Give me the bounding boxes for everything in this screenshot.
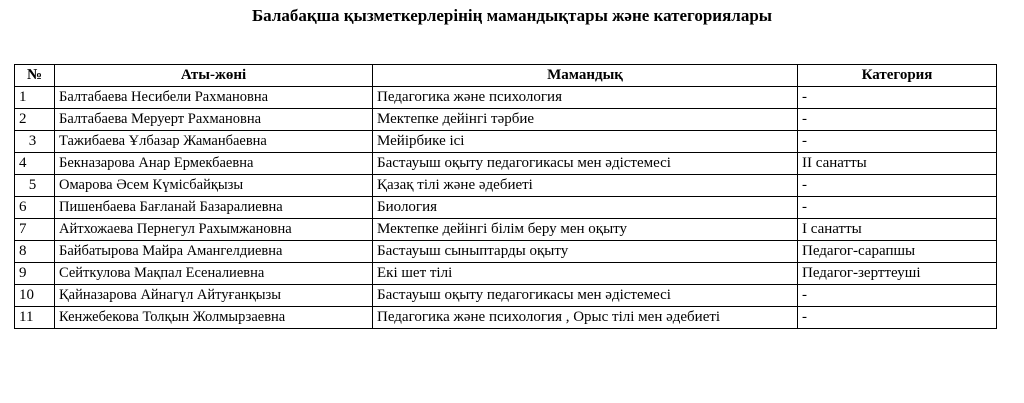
row-category: -	[798, 307, 997, 329]
row-category: -	[798, 197, 997, 219]
row-number: 2	[15, 109, 55, 131]
row-name: Тажибаева Ұлбазар Жаманбаевна	[55, 131, 373, 153]
row-name: Балтабаева Меруерт Рахмановна	[55, 109, 373, 131]
row-name: Пишенбаева Бағланай Базаралиевна	[55, 197, 373, 219]
row-number: 7	[15, 219, 55, 241]
row-specialty: Бастауыш оқыту педагогикасы мен әдістемесі	[373, 285, 798, 307]
row-number: 6	[15, 197, 55, 219]
row-category: Педагог-сарапшы	[798, 241, 997, 263]
row-number: 1	[15, 87, 55, 109]
row-name: Кенжебекова Толқын Жолмырзаевна	[55, 307, 373, 329]
table-row	[15, 87, 997, 109]
staff-table	[14, 64, 997, 329]
row-name: Сейткулова Мақпал Есеналиевна	[55, 263, 373, 285]
header-category: Категория	[798, 65, 997, 87]
table-row	[15, 197, 997, 219]
row-name: Омарова Әсем Күмісбайқызы	[55, 175, 373, 197]
table-row	[15, 131, 997, 153]
row-specialty: Мектепке дейінгі тәрбие	[373, 109, 798, 131]
header-name: Аты-жөні	[55, 65, 373, 87]
row-number: 10	[15, 285, 55, 307]
row-number: 8	[15, 241, 55, 263]
row-category: -	[798, 285, 997, 307]
row-category: II санатты	[798, 153, 997, 175]
row-name: Байбатырова Майра Амангелдиевна	[55, 241, 373, 263]
row-category: -	[798, 87, 997, 109]
row-specialty: Қазақ тілі және әдебиеті	[373, 175, 798, 197]
row-specialty: Педагогика және психология , Орыс тілі мен әдебиеті	[373, 307, 798, 329]
row-number: 5	[15, 175, 55, 197]
row-category: Педагог-зерттеуші	[798, 263, 997, 285]
table-row	[15, 153, 997, 175]
table-row	[15, 219, 997, 241]
row-number: 11	[15, 307, 55, 329]
row-name: Бекназарова Анар Ермекбаевна	[55, 153, 373, 175]
row-specialty: Биология	[373, 197, 798, 219]
document-title: Балабақша қызметкерлерінің мамандықтары және категориялары	[251, 6, 773, 25]
row-category: I санатты	[798, 219, 997, 241]
row-specialty: Бастауыш сыныптарды оқыту	[373, 241, 798, 263]
table-row	[15, 175, 997, 197]
table-row	[15, 263, 997, 285]
row-number: 3	[15, 131, 55, 153]
row-specialty: Мектепке дейінгі білім беру мен оқыту	[373, 219, 798, 241]
row-number: 4	[15, 153, 55, 175]
row-category: -	[798, 131, 997, 153]
header-number: №	[15, 65, 55, 87]
row-specialty: Мейірбике ісі	[373, 131, 798, 153]
table-header-row	[15, 65, 997, 87]
row-name: Айтхожаева Пернегул Рахымжановна	[55, 219, 373, 241]
table-row	[15, 241, 997, 263]
row-specialty: Бастауыш оқыту педагогикасы мен әдістемесі	[373, 153, 798, 175]
table-row	[15, 307, 997, 329]
row-specialty: Екі шет тілі	[373, 263, 798, 285]
header-specialty: Мамандық	[373, 65, 798, 87]
row-name: Балтабаева Несибели Рахмановна	[55, 87, 373, 109]
row-specialty: Педагогика және психология	[373, 87, 798, 109]
table-row	[15, 109, 997, 131]
table-row	[15, 285, 997, 307]
row-category: -	[798, 175, 997, 197]
row-number: 9	[15, 263, 55, 285]
row-category: -	[798, 109, 997, 131]
row-name: Қайназарова Айнагүл Айтуғанқызы	[55, 285, 373, 307]
